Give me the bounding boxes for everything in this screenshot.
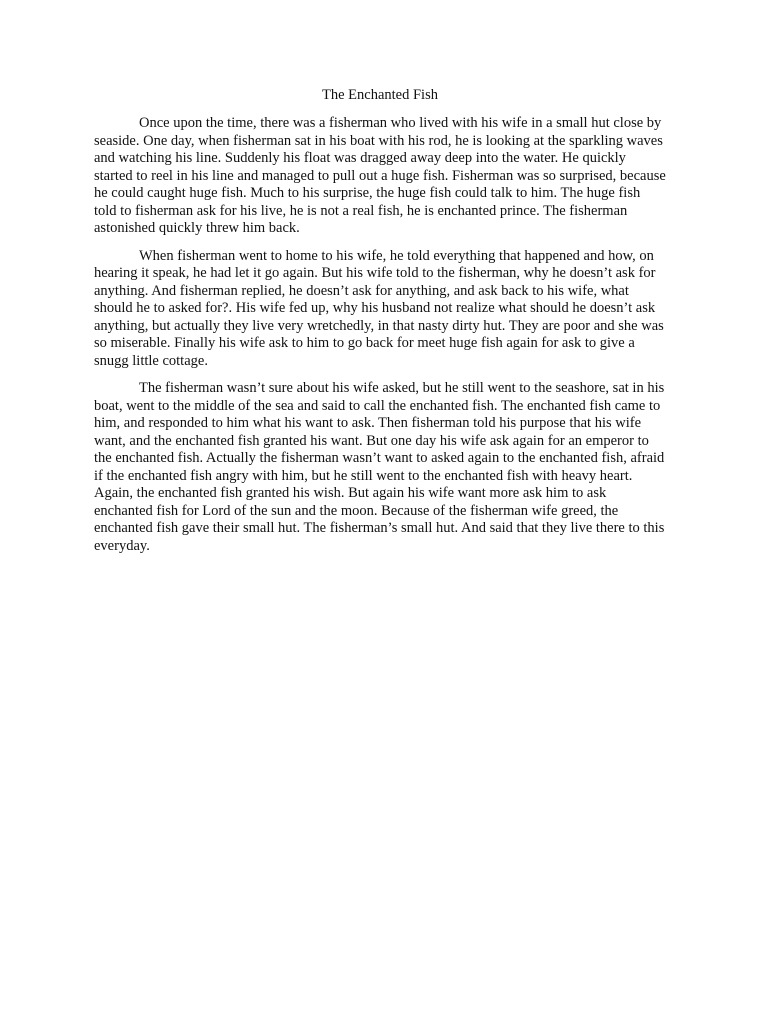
paragraph-1: Once upon the time, there was a fisherman who lived with his wife in a small hut close by seaside. One day, when fisherman sat in his boat with his rod, he is looking at the sparkling waves and watching his line. Suddenly his float was dragged away deep into the water. He quickly started to reel in his line and managed to pull out a huge fish. Fisherman was so surprised, because he could caught huge fish. Much to his surprise, the huge fish could talk to him. The huge fish told to fisherman ask for his live, he is not a real fish, he is enchanted prince. The fisherman astonished quickly threw him back. <box>94 115 666 236</box>
document-body <box>94 85 666 565</box>
document-title: The Enchanted Fish <box>322 87 438 103</box>
paragraph-3: The fisherman wasn’t sure about his wife asked, but he still went to the seashore, sat in his boat, went to the middle of the sea and said to call the enchanted fish. The enchanted fish came to him, and responded to him what his want to ask. Then fisherman told his purpose that his wife want, and the enchanted fish granted his want. But one day his wife ask again for an emperor to the enchanted fish. Actually the fisherman wasn’t want to asked again to the enchanted fish, afraid if the enchanted fish angry with him, but he still went to the enchanted fish with heavy heart. Again, the enchanted fish granted his wish. But again his wife want more ask him to ask enchanted fish for Lord of the sun and the moon. Because of the fisherman wife greed, the enchanted fish gave their small hut. The fisherman’s small hut. And said that they live there to this everyday. <box>94 380 665 554</box>
paragraph-2: When fisherman went to home to his wife, he told everything that happened and how, on hearing it speak, he had let it go again. But his wife told to the fisherman, why he doesn’t ask for anything. And fisherman replied, he doesn’t ask for anything, and ask back to his wife, what should he to asked for?. His wife fed up, why his husband not realize what should he doesn’t ask anything, but actually they live very wretchedly, in that nasty dirty hut. They are poor and she was so miserable. Finally his wife ask to him to go back for meet huge fish again for ask to give a snugg little cottage. <box>94 247 664 369</box>
